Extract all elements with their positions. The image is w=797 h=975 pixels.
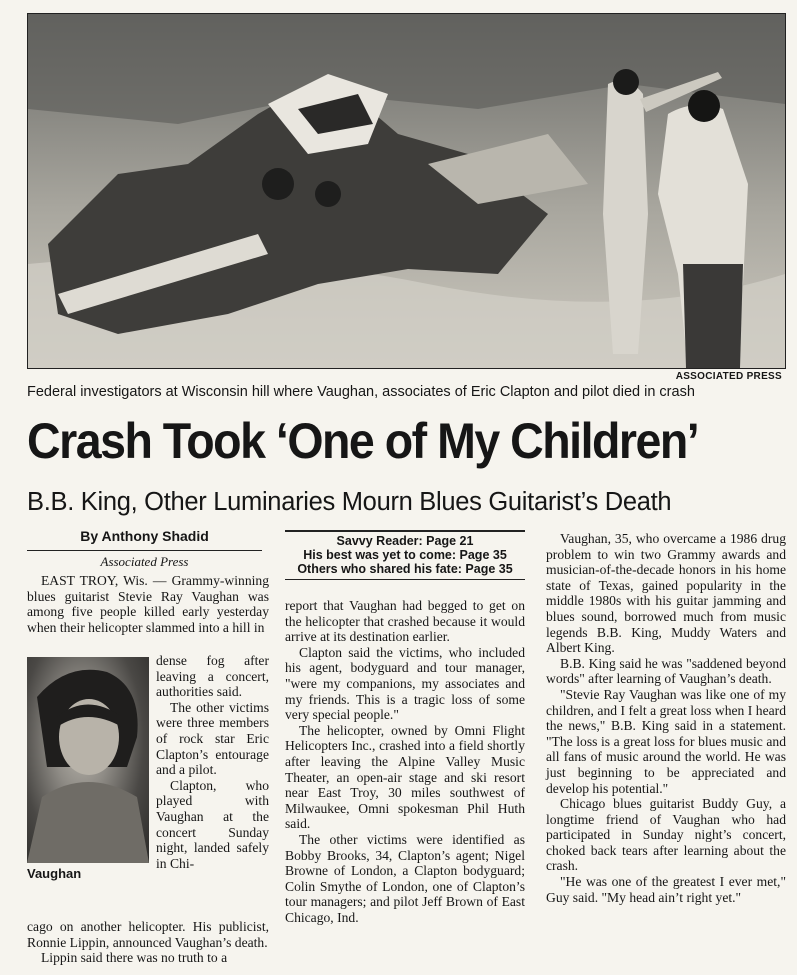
story-paragraph: "Stevie Ray Vaughan was like one of my children, and I felt a great loss when I heard the news," B.B. King said in a statement. "The loss is a great loss for blues music and all fans of music around the world. He was just beginning to be appreciated and develop his potential."	[546, 686, 786, 796]
column-1-wrap	[156, 653, 269, 871]
byline: By Anthony Shadid	[80, 528, 209, 544]
story-paragraph: The other victims were identified as Bobby Brooks, 34, Clapton’s agent; Nigel Browne of London, a Clapton bodyguard; Colin Smythe of London, one of Clapton’s tour managers; and pilot Jeff Brown of East Chicago, Ind.	[285, 831, 525, 925]
story-paragraph: report that Vaughan had begged to get on the helicopter that crashed because it would arrive at its destination earlier.	[285, 598, 525, 645]
story-paragraph: cago on another helicopter. His publicist, Ronnie Lippin, announced Vaughan’s death.	[27, 919, 269, 950]
photo-caption: Federal investigators at Wisconsin hill where Vaughan, associates of Eric Clapton and pilot died in crash	[27, 384, 695, 400]
cross-reference-box	[285, 530, 525, 580]
xref-best-yet-to-come[interactable]: His best was yet to come: Page 35	[303, 548, 507, 562]
column-1-bottom	[27, 919, 269, 966]
story-paragraph: EAST TROY, Wis. — Grammy-winning blues guitarist Stevie Ray Vaughan was among five people killed early yesterday when their helicopter slammed into a hill in	[27, 573, 269, 635]
crash-site-photo	[27, 13, 786, 369]
column-3	[546, 531, 786, 905]
vaughan-portrait-illustration	[27, 657, 149, 863]
photo-credit: ASSOCIATED PRESS	[675, 371, 782, 382]
story-paragraph: Clapton said the victims, who included his agent, bodyguard and tour manager, "were my companions, my associates and my friends. This is a tragic loss of some very special people."	[285, 644, 525, 723]
story-paragraph: Lippin said there was no truth to a	[41, 950, 228, 966]
story-paragraph: The other victims were three members of rock star Eric Clapton’s entourage and a pilot.	[156, 699, 269, 778]
agency-credit: Associated Press	[100, 554, 189, 569]
story-paragraph: The helicopter, owned by Omni Flight Helicopters Inc., crashed into a field shortly after leaving the Alpine Valley Music Theater, an open-air stage and ski resort near East Troy, 30 miles southwest of Milwaukee, Omni spokesman Phil Huth said.	[285, 722, 525, 832]
story-paragraph: "He was one of the greatest I ever met," Guy said. "My head ain’t right yet."	[546, 874, 786, 905]
xref-rule-top	[285, 530, 525, 532]
column-2	[285, 598, 525, 925]
story-paragraph: dense fog after leaving a concert, authorities said.	[156, 653, 269, 700]
xref-others-who-shared[interactable]: Others who shared his fate: Page 35	[297, 562, 513, 576]
crash-site-illustration	[28, 14, 785, 368]
headline: Crash Took ‘One of My Children’	[27, 413, 699, 469]
inset-photo-label: Vaughan	[27, 866, 82, 881]
xref-rule-bottom	[285, 579, 525, 580]
story-paragraph: B.B. King said he was "saddened beyond words" after learning of Vaughan’s death.	[546, 655, 786, 687]
story-paragraph: Chicago blues guitarist Buddy Guy, a longtime friend of Vaughan who had participated in Sunday night’s concert, choked back tears after learning about the crash.	[546, 796, 786, 874]
subheadline: B.B. King, Other Luminaries Mourn Blues Guitarist’s Death	[27, 488, 672, 516]
vaughan-inset-photo	[27, 657, 149, 863]
xref-savvy-reader[interactable]: Savvy Reader: Page 21	[336, 534, 474, 548]
story-paragraph: Vaughan, 35, who overcame a 1986 drug problem to win two Grammy awards and musician-of-the-decade honors in his home state of Texas, gained popularity in the middle 1980s with his guitar jamming and blues sound, borrowed much from music legends B.B. King, Muddy Waters and Albert King.	[546, 531, 786, 656]
byline-rule	[27, 550, 262, 551]
column-1-top	[27, 573, 269, 635]
story-paragraph: Clapton, who played with Vaughan at the concert Sunday night, landed safely in Chi-	[156, 777, 269, 871]
